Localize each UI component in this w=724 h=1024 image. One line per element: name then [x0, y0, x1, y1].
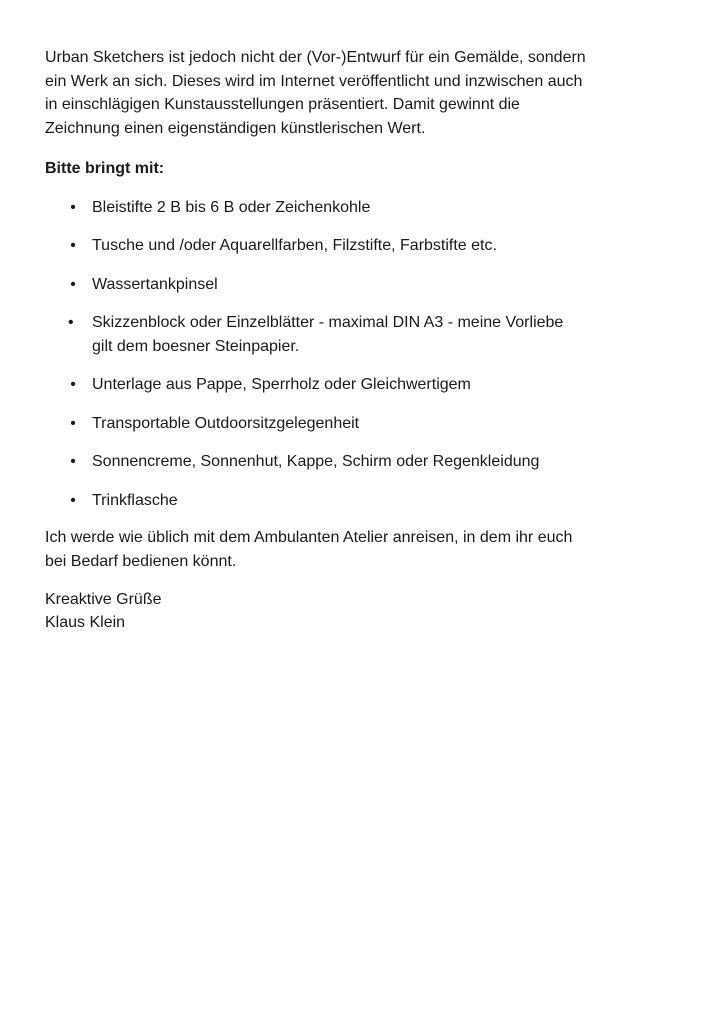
list-item-text: Skizzenblock oder Einzelblätter - maximal DIN A3 - meine Vorliebe — [92, 314, 564, 331]
list-item — [45, 311, 667, 358]
closing-line: Ich werde wie üblich mit dem Ambulanten Atelier anreisen, in dem ihr euch — [45, 529, 573, 546]
bullet-icon: • — [70, 237, 76, 254]
intro-paragraph — [45, 46, 667, 140]
bullet-icon: • — [70, 491, 76, 509]
list-item-text: Wassertankpinsel — [92, 275, 218, 293]
intro-line: Urban Sketchers ist jedoch nicht der (Vor-)Entwurf für ein Gemälde, sondern — [45, 49, 586, 66]
bullet-icon: • — [68, 314, 74, 331]
bullet-icon: • — [70, 414, 76, 432]
list-item-text: Tusche und /oder Aquarellfarben, Filzstifte, Farbstifte etc. — [92, 237, 497, 254]
list-item-text: Sonnencreme, Sonnenhut, Kappe, Schirm oder Regenkleidung — [92, 453, 540, 470]
list-item — [45, 373, 667, 397]
intro-line: in einschlägigen Kunstausstellungen präsentiert. Damit gewinnt die — [45, 96, 520, 113]
bullet-icon: • — [70, 376, 76, 393]
supplies-heading: Bitte bringt mit: — [45, 160, 165, 177]
list-item-text: Trinkflasche — [92, 491, 178, 509]
list-item — [45, 489, 667, 513]
intro-line: Zeichnung einen eigenständigen künstlerischen Wert. — [45, 119, 426, 137]
supplies-list — [45, 196, 667, 513]
list-item — [45, 273, 667, 297]
list-item — [45, 234, 667, 258]
intro-line: ein Werk an sich. Dieses wird im Internet veröffentlicht und inzwischen auch — [45, 72, 583, 90]
list-item-text: Transportable Outdoorsitzgelegenheit — [92, 414, 360, 432]
closing-line: bei Bedarf bedienen könnt. — [45, 552, 237, 570]
list-item-text: Unterlage aus Pappe, Sperrholz oder Gleichwertigem — [92, 376, 471, 393]
closing-paragraph — [45, 526, 667, 573]
signoff-block — [45, 588, 667, 634]
list-item — [45, 196, 667, 220]
list-item-text: gilt dem boesner Steinpapier. — [92, 337, 300, 355]
greeting: Kreaktive Grüße — [45, 591, 162, 608]
signature: Klaus Klein — [45, 614, 126, 631]
document-page — [45, 46, 667, 634]
list-item — [45, 450, 667, 474]
list-item-text: Bleistifte 2 B bis 6 B oder Zeichenkohle — [92, 198, 371, 216]
bullet-icon: • — [70, 198, 76, 216]
list-item — [45, 412, 667, 436]
bullet-icon: • — [70, 453, 76, 470]
bullet-icon: • — [70, 275, 76, 293]
